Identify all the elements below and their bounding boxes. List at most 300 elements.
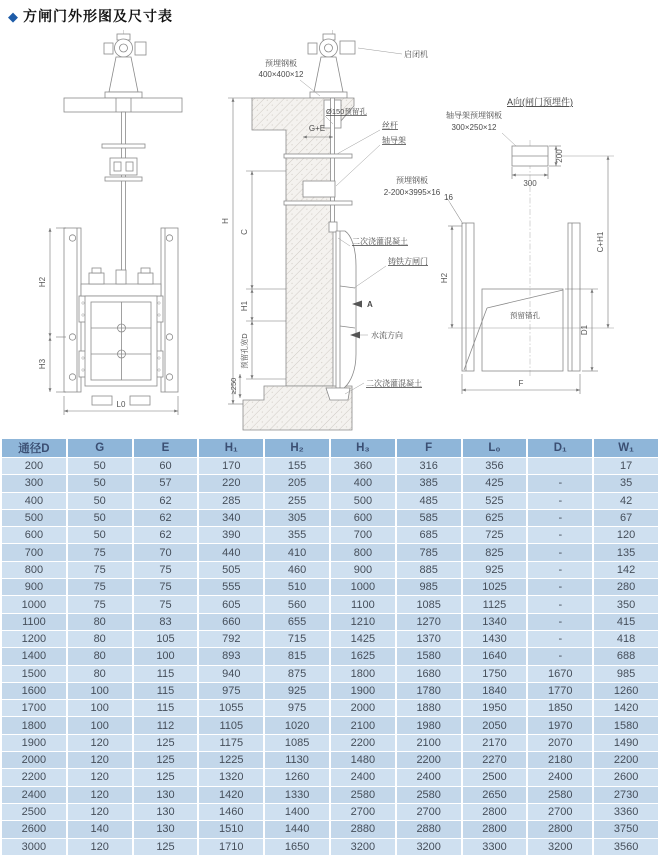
label-embedded-plate-2: 预埋钢板: [396, 176, 428, 185]
table-cell: 1175: [198, 734, 264, 751]
table-cell: 2170: [462, 734, 528, 751]
table-cell: 105: [133, 630, 199, 647]
table-cell: 1430: [462, 630, 528, 647]
table-row: [1, 509, 659, 526]
table-cell: 305: [264, 509, 330, 526]
table-cell: 415: [593, 613, 659, 630]
table-cell: 285: [198, 492, 264, 509]
table-cell: 2880: [396, 821, 462, 838]
table-cell: 925: [264, 682, 330, 699]
hoist-side: [308, 34, 355, 98]
table-cell: 2500: [462, 769, 528, 786]
table-cell: 80: [67, 665, 133, 682]
table-cell: 1420: [593, 700, 659, 717]
table-cell: 140: [67, 821, 133, 838]
table-cell: 80: [67, 613, 133, 630]
dim-c: C: [240, 229, 249, 235]
table-cell: 825: [462, 544, 528, 561]
platform-beam: [64, 98, 182, 112]
table-cell: 130: [133, 821, 199, 838]
dim-d1: D1: [580, 324, 589, 336]
table-cell: 1320: [198, 769, 264, 786]
table-cell: 1840: [462, 682, 528, 699]
table-cell: 3200: [396, 838, 462, 855]
table-cell: 1640: [462, 648, 528, 665]
table-cell: 1780: [396, 682, 462, 699]
table-cell: 625: [462, 509, 528, 526]
table-cell: 660: [198, 613, 264, 630]
table-cell: 1425: [330, 630, 396, 647]
table-cell: 655: [264, 613, 330, 630]
table-cell: 1970: [527, 717, 593, 734]
label-embedded-plate-top: 预埋钢板: [265, 59, 297, 68]
table-cell: 75: [67, 596, 133, 613]
table-cell: 120: [67, 769, 133, 786]
label-guide-plate: 轴导架预埋钢板: [446, 111, 502, 120]
table-row: [1, 682, 659, 699]
label-guide-plate-size: 300×250×12: [451, 123, 497, 132]
table-cell: 62: [133, 527, 199, 544]
anchor-plate: [464, 289, 563, 371]
table-cell: -: [527, 630, 593, 647]
table-cell: 1100: [1, 613, 67, 630]
table-cell: 1270: [396, 613, 462, 630]
table-row: [1, 734, 659, 751]
table-cell: 1100: [330, 596, 396, 613]
table-cell: 875: [264, 665, 330, 682]
table-cell: 130: [133, 803, 199, 820]
table-cell: 410: [264, 544, 330, 561]
table-cell: 50: [67, 509, 133, 526]
table-cell: 600: [330, 509, 396, 526]
table-cell: 3560: [593, 838, 659, 855]
table-cell: 2600: [593, 769, 659, 786]
table-head: [1, 439, 659, 458]
table-cell: 115: [133, 665, 199, 682]
table-cell: 975: [264, 700, 330, 717]
dim-c-plus-h1: C+H1: [596, 231, 605, 253]
table-cell: 555: [198, 579, 264, 596]
table-cell: 418: [593, 630, 659, 647]
page-title-row: [0, 0, 660, 26]
table-cell: 440: [198, 544, 264, 561]
hoist-front: [104, 34, 146, 98]
table-cell: 83: [133, 613, 199, 630]
table-cell: 1480: [330, 752, 396, 769]
table-cell: 50: [67, 527, 133, 544]
table-cell: 1900: [1, 734, 67, 751]
table-cell: 1580: [396, 648, 462, 665]
table-cell: 316: [396, 458, 462, 475]
table-cell: 1670: [527, 665, 593, 682]
table-cell: 500: [1, 509, 67, 526]
table-cell: 1000: [330, 579, 396, 596]
table-cell: 2700: [330, 803, 396, 820]
table-cell: 120: [67, 752, 133, 769]
column-header: L₀: [462, 439, 528, 458]
table-cell: 300: [1, 475, 67, 492]
table-cell: 3200: [527, 838, 593, 855]
table-cell: 80: [67, 648, 133, 665]
table-cell: 715: [264, 630, 330, 647]
table-cell: 255: [264, 492, 330, 509]
embedded-channels: [462, 223, 580, 371]
table-cell: 400: [1, 492, 67, 509]
dim-200: 200: [555, 149, 564, 163]
table-row: [1, 700, 659, 717]
table-row: [1, 475, 659, 492]
section-view-drawing: [221, 30, 462, 430]
table-cell: 1680: [396, 665, 462, 682]
table-cell: 75: [133, 579, 199, 596]
table-cell: 62: [133, 492, 199, 509]
table-cell: 3300: [462, 838, 528, 855]
table-cell: 975: [198, 682, 264, 699]
table-cell: 385: [396, 475, 462, 492]
table-cell: 2200: [396, 752, 462, 769]
dim-h3-front: H3: [38, 358, 47, 370]
dim-min-250: ≥250: [229, 377, 238, 395]
table-cell: 925: [462, 561, 528, 578]
table-cell: 1000: [1, 596, 67, 613]
table-cell: 35: [593, 475, 659, 492]
table-cell: 585: [396, 509, 462, 526]
label-guide-bracket: 轴导架: [382, 136, 406, 145]
label-embedded-plate-top-size: 400×400×12: [258, 70, 304, 79]
table-cell: 1420: [198, 786, 264, 803]
table-cell: 390: [198, 527, 264, 544]
table-cell: 1370: [396, 630, 462, 647]
gate-panel: [85, 296, 157, 386]
table-cell: 700: [330, 527, 396, 544]
table-cell: 1850: [527, 700, 593, 717]
column-header: G: [67, 439, 133, 458]
table-cell: 2270: [462, 752, 528, 769]
table-cell: 900: [330, 561, 396, 578]
table-cell: 685: [396, 527, 462, 544]
dim-h: H: [221, 218, 230, 224]
table-cell: 2880: [330, 821, 396, 838]
table-cell: 200: [1, 458, 67, 475]
table-cell: 2100: [396, 734, 462, 751]
table-cell: 1130: [264, 752, 330, 769]
stem-side: [331, 98, 335, 226]
column-header: F: [396, 439, 462, 458]
dim-hole-width-d: 预留孔宽D: [240, 333, 249, 369]
table-cell: 50: [67, 492, 133, 509]
table-cell: 1900: [330, 682, 396, 699]
dim-l0-front: L0: [116, 400, 126, 409]
table-cell: 2200: [330, 734, 396, 751]
section-dimensions: [221, 98, 286, 404]
table-cell: 1440: [264, 821, 330, 838]
table-cell: 280: [593, 579, 659, 596]
table-cell: 2800: [462, 821, 528, 838]
table-cell: 2580: [527, 786, 593, 803]
table-cell: 50: [67, 458, 133, 475]
table-row: [1, 613, 659, 630]
table-cell: 2000: [1, 752, 67, 769]
table-cell: 1710: [198, 838, 264, 855]
table-cell: 1625: [330, 648, 396, 665]
table-cell: 1340: [462, 613, 528, 630]
table-cell: 155: [264, 458, 330, 475]
table-row: [1, 561, 659, 578]
table-cell: 1980: [396, 717, 462, 734]
table-cell: 600: [1, 527, 67, 544]
table-cell: 1330: [264, 786, 330, 803]
table-cell: 80: [67, 630, 133, 647]
table-cell: -: [527, 613, 593, 630]
table-row: [1, 717, 659, 734]
table-cell: 120: [67, 803, 133, 820]
gate-drawing-svg: [0, 26, 660, 438]
table-row: [1, 665, 659, 682]
table-cell: 120: [67, 786, 133, 803]
table-row: [1, 630, 659, 647]
table-cell: 2100: [330, 717, 396, 734]
table-cell: 205: [264, 475, 330, 492]
table-cell: 2400: [527, 769, 593, 786]
table-cell: 130: [133, 786, 199, 803]
table-row: [1, 838, 659, 855]
guide-bracket: [303, 181, 335, 197]
table-cell: 3200: [330, 838, 396, 855]
table-cell: 3000: [1, 838, 67, 855]
table-cell: -: [527, 561, 593, 578]
table-cell: 17: [593, 458, 659, 475]
table-cell: 2800: [527, 821, 593, 838]
column-header: H₃: [330, 439, 396, 458]
table-cell: 1500: [1, 665, 67, 682]
table-cell: 75: [133, 561, 199, 578]
table-cell: -: [527, 596, 593, 613]
dimension-table: [0, 438, 660, 856]
table-cell: 2180: [527, 752, 593, 769]
table-cell: 1400: [264, 803, 330, 820]
technical-drawing: [0, 26, 660, 438]
table-cell: 985: [396, 579, 462, 596]
table-cell: 560: [264, 596, 330, 613]
label-cast-iron-gate: 铸铁方闸门: [388, 257, 428, 266]
table-cell: 42: [593, 492, 659, 509]
table-cell: 115: [133, 682, 199, 699]
table-cell: 220: [198, 475, 264, 492]
table-cell: 170: [198, 458, 264, 475]
table-cell: 115: [133, 700, 199, 717]
table-cell: 1105: [198, 717, 264, 734]
table-cell: 985: [593, 665, 659, 682]
dim-h2-aview: H2: [440, 272, 449, 284]
table-cell: 893: [198, 648, 264, 665]
table-cell: 1700: [1, 700, 67, 717]
table-cell: 1600: [1, 682, 67, 699]
table-cell: 525: [462, 492, 528, 509]
table-cell: -: [527, 492, 593, 509]
table-cell: 340: [198, 509, 264, 526]
table-cell: 1125: [462, 596, 528, 613]
label-16-thickness: 16: [444, 193, 453, 202]
table-cell: 2000: [330, 700, 396, 717]
table-cell: 2400: [396, 769, 462, 786]
table-row: [1, 821, 659, 838]
label-ge: G+E: [308, 124, 326, 133]
table-cell: 1460: [198, 803, 264, 820]
table-cell: 400: [330, 475, 396, 492]
table-cell: 125: [133, 838, 199, 855]
column-header: E: [133, 439, 199, 458]
table-row: [1, 492, 659, 509]
label-hoist: 启闭机: [404, 50, 428, 59]
table-cell: 125: [133, 769, 199, 786]
table-cell: 940: [198, 665, 264, 682]
table-cell: 900: [1, 579, 67, 596]
table-cell: 1055: [198, 700, 264, 717]
column-header: W₁: [593, 439, 659, 458]
table-cell: 2200: [1, 769, 67, 786]
table-cell: 1025: [462, 579, 528, 596]
table-cell: 1260: [264, 769, 330, 786]
table-cell: [527, 458, 593, 475]
table-cell: -: [527, 475, 593, 492]
label-reserved-hole: Ø150预留孔: [326, 107, 367, 116]
table-row: [1, 527, 659, 544]
dim-h2-front: H2: [38, 276, 47, 288]
table-cell: 1750: [462, 665, 528, 682]
table-cell: 100: [67, 700, 133, 717]
table-cell: 2400: [1, 786, 67, 803]
table-cell: 500: [330, 492, 396, 509]
table-cell: 1085: [396, 596, 462, 613]
table-cell: 605: [198, 596, 264, 613]
table-cell: 1490: [593, 734, 659, 751]
table-cell: 50: [67, 475, 133, 492]
table-cell: 1400: [1, 648, 67, 665]
table-cell: 1020: [264, 717, 330, 734]
table-cell: 60: [133, 458, 199, 475]
table-cell: 100: [133, 648, 199, 665]
front-view-drawing: [38, 30, 182, 415]
table-row: [1, 769, 659, 786]
table-cell: 1510: [198, 821, 264, 838]
table-cell: 120: [593, 527, 659, 544]
table-cell: 1210: [330, 613, 396, 630]
table-cell: 1800: [330, 665, 396, 682]
label-embedded-plate-2-size: 2-200×3995×16: [383, 188, 441, 197]
label-anchor-hole: 预留锚孔: [510, 311, 540, 320]
table-cell: 3750: [593, 821, 659, 838]
table-cell: 75: [133, 596, 199, 613]
table-cell: 350: [593, 596, 659, 613]
table-cell: 1260: [593, 682, 659, 699]
table-cell: -: [527, 527, 593, 544]
table-cell: 1770: [527, 682, 593, 699]
table-cell: 3360: [593, 803, 659, 820]
table-cell: 70: [133, 544, 199, 561]
table-cell: 355: [264, 527, 330, 544]
column-header: H₂: [264, 439, 330, 458]
table-cell: 792: [198, 630, 264, 647]
table-row: [1, 579, 659, 596]
table-cell: 885: [396, 561, 462, 578]
table-cell: 142: [593, 561, 659, 578]
table-cell: 2580: [396, 786, 462, 803]
table-cell: 2650: [462, 786, 528, 803]
table-cell: 1880: [396, 700, 462, 717]
table-cell: 2200: [593, 752, 659, 769]
table-cell: 2500: [1, 803, 67, 820]
page-title: 方闸门外形图及尺寸表: [23, 8, 173, 24]
label-grout-bottom: 二次浇灌混凝土: [366, 379, 422, 388]
a-view-drawing: [440, 96, 614, 394]
table-cell: 2700: [527, 803, 593, 820]
table-cell: 1200: [1, 630, 67, 647]
table-row: [1, 596, 659, 613]
column-header: D₁: [527, 439, 593, 458]
table-cell: 2700: [396, 803, 462, 820]
label-flow-direction: 水流方向: [371, 331, 403, 340]
table-cell: 800: [1, 561, 67, 578]
dim-300: 300: [523, 179, 537, 188]
table-cell: 356: [462, 458, 528, 475]
table-cell: 815: [264, 648, 330, 665]
table-row: [1, 786, 659, 803]
table-cell: 1950: [462, 700, 528, 717]
table-cell: -: [527, 648, 593, 665]
table-row: [1, 648, 659, 665]
table-cell: 510: [264, 579, 330, 596]
table-row: [1, 458, 659, 475]
table-cell: 75: [67, 544, 133, 561]
table-cell: 360: [330, 458, 396, 475]
table-cell: 120: [67, 734, 133, 751]
stem-front: [122, 112, 126, 284]
table-cell: 62: [133, 509, 199, 526]
table-cell: 1580: [593, 717, 659, 734]
table-cell: 2580: [330, 786, 396, 803]
dim-h1: H1: [240, 300, 249, 312]
table-cell: 57: [133, 475, 199, 492]
table-cell: 100: [67, 682, 133, 699]
table-cell: 120: [67, 838, 133, 855]
label-grout-top: 二次浇灌混凝土: [352, 237, 408, 246]
table-cell: 112: [133, 717, 199, 734]
table-cell: 125: [133, 752, 199, 769]
table-cell: 2800: [462, 803, 528, 820]
table-row: [1, 752, 659, 769]
label-screw-rod: 丝杆: [382, 121, 398, 130]
table-cell: 700: [1, 544, 67, 561]
table-cell: 1225: [198, 752, 264, 769]
table-header-row: [1, 439, 659, 458]
table-cell: 725: [462, 527, 528, 544]
column-header: H₁: [198, 439, 264, 458]
table-cell: 688: [593, 648, 659, 665]
table-cell: -: [527, 509, 593, 526]
a-view-title: A向(闸门预埋件): [507, 97, 573, 107]
table-cell: 485: [396, 492, 462, 509]
table-row: [1, 544, 659, 561]
table-cell: 2070: [527, 734, 593, 751]
table-cell: -: [527, 544, 593, 561]
table-cell: 2600: [1, 821, 67, 838]
table-cell: 75: [67, 561, 133, 578]
table-cell: 2050: [462, 717, 528, 734]
table-body: [1, 458, 659, 856]
column-header: 通径D: [1, 439, 67, 458]
table-cell: 460: [264, 561, 330, 578]
table-row: [1, 803, 659, 820]
